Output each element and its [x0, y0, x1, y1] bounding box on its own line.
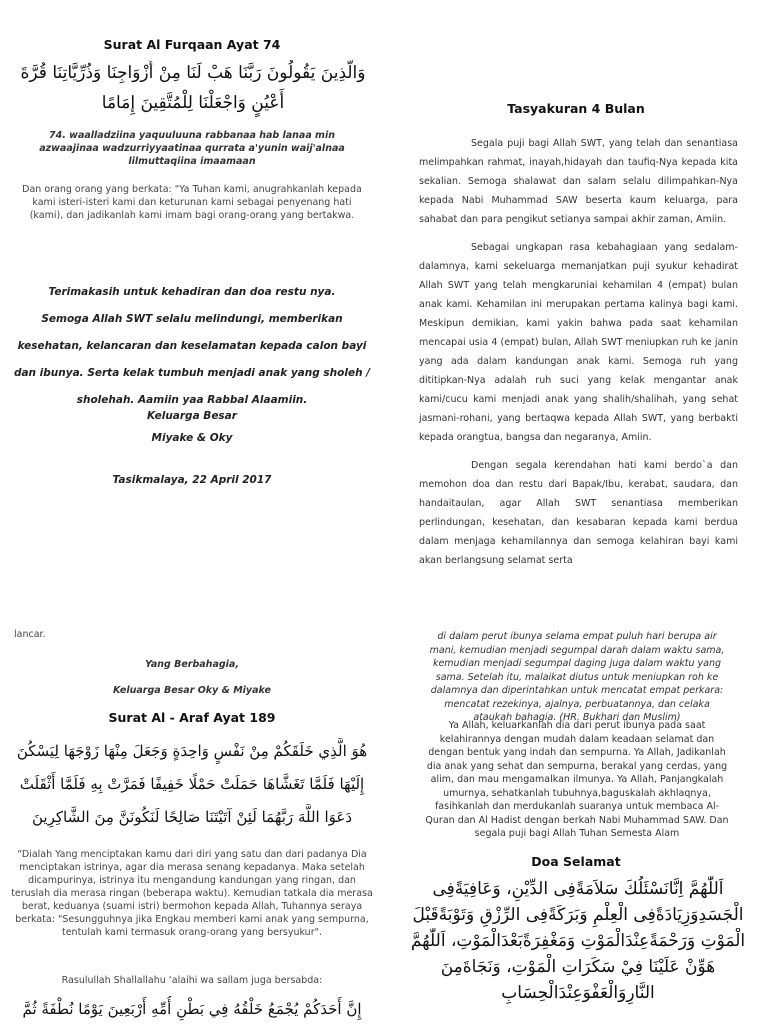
doa-arabic-line: النَّارِوَالْعَفْوَعِنْدَالْحِسَابِ [501, 983, 655, 1003]
page-doa [384, 512, 768, 1024]
thanks-message [0, 279, 384, 414]
hadith-translation: di dalam perut ibunya selama empat puluh hari berupa air mani, kemudian menjadi segumpal darah dalam waktu sama, kemudian menjadi segumpal daging juga dalam waktu yang sama. Setelah itu, malaikat diutus untuk meniupkan roh ke dalamnya dan diperintahkan untuk mencatat empat perkara: mencatat rezekinya, ajalnya, perbuatannya, dan celaka ataukah bahagia. (HR. Bukhari dan Muslim) [429, 631, 725, 723]
doa-selamat-arabic [410, 876, 746, 1006]
continuation-text: lancar. [14, 629, 46, 640]
doa-arabic-line: هَوِّنْ عَلَيْنَا فِيْ سَكَرَاتِ الْمَوْتِ، وَنَجَاةَمِنَ [440, 957, 716, 977]
furqaan-transliteration: 74. waalladziina yaquuluuna rabbanaa hab lanaa min azwaajinaa wadzurriyyaatinaa qurrata a'yunin waij'alnaa lilmuttaqiina imaamaan [39, 130, 345, 167]
thanks-line: sholehah. Aamiin yaa Rabbal Alaamiin. [76, 394, 308, 406]
page-furqaan [0, 0, 384, 512]
hadith-arabic: إِنَّ أَحَدَكُمْ يُجْمَعُ خَلْقُهُ فِي بَطْنِ أُمِّهِ أَرْبَعِينَ يَوْمًا نُطْفَةً ثُمَّ [22, 1000, 362, 1018]
doa-selamat-title: Doa Selamat [531, 854, 621, 869]
doa-arabic-line: الْجَسَدِوَزِيَادَةًفِى الْعِلْمِ وَبَرَكَةًفِى الرِّزْقِ وَتَوْبَةًقَبْلَ [412, 905, 744, 925]
thanks-line: kesehatan, kelancaran dan keselamatan kepada calon bayi [17, 340, 367, 352]
araf-arabic-line-3: دَعَوَا اللَّهَ رَبَّهُمَا لَئِنْ آتَيْتَنَا صَالِحًا لَنَكُونَنَّ مِنَ الشَّاكِرِينَ [31, 808, 353, 826]
tasyakuran-paragraph-1: Segala puji bagi Allah SWT, yang telah dan senantiasa melimpahkan rahmat, inayah,hidayah dan taufiq-Nya kepada kita sekalian. Semoga shalawat dan salam selalu dilimpahkan-Nya kepada Nabi Muhammad SAW beserta kaum keluarga, para sahabat dan para pengikut setianya sampai akhir zaman, Amiin. [419, 138, 738, 225]
family-line-2: Miyake & Oky [151, 432, 233, 444]
page-araf [0, 512, 384, 1024]
araf-arabic-line-2: إِلَيْهَا فَلَمَّا تَغَشَّاهَا حَمَلَتْ حَمْلًا خَفِيفًا فَمَرَّتْ بِهِ فَلَمَّا أَثْقَلَتْ [19, 775, 365, 793]
page-tasyakuran [384, 0, 768, 566]
furqaan-arabic-line-1: وَالَّذِينَ يَقُولُونَ رَبَّنَا هَبْ لَنَا مِنْ أَزْوَاجِنَا وَذُرِّيَّاتِنَا قُرَّةَ [20, 63, 366, 83]
furqaan-translation: Dan orang orang yang berkata: "Ya Tuhan kami, anugrahkanlah kepada kami isteri-isteri kami dan keturunan kami sebagai penyenang hati (kami), dan jadikanlah kami imam bagi orang-orang yang bertakwa. [22, 184, 362, 221]
family-signature [0, 405, 384, 449]
thanks-line: Semoga Allah SWT selalu melindungi, memberikan [41, 313, 343, 325]
thanks-line: Terimakasih untuk kehadiran dan doa restu nya. [48, 286, 336, 298]
place-date: Tasikmalaya, 22 April 2017 [112, 474, 272, 486]
tasyakuran-paragraph-2: Sebagai ungkapan rasa kebahagiaan yang sedalam-dalamnya, kami sekeluarga memanjatkan puji syukur kehadirat Allah SWT yang telah mengkaruniai kehamilan 4 (empat) bulan anak kami. Kehamilan ini merupakan pertama kalinya bagi kami. Meskipun demikian, kami yakin bahwa pada saat kehamilan mencapai usia 4 (empat) bulan, Allah SWT meniupkan ruh ke janin yang ada dalam kandungan anak kami. Semoga ruh yang dititipkan-Nya adalah ruh suci yang kelak mengantar anak kami/cucu kami menjadi anak yang shalih/shalihah, yang sehat jasmani-rohani, yang bertaqwa kepada Allah SWT, yang berbakti kepada orangtua, bangsa dan negaranya, Amiin. [419, 242, 738, 443]
prayer-text: Ya Allah, keluarkanlah dia dari perut ibunya pada saat kelahirannya dengan mudah dalam keadaan selamat dan dengan bentuk yang indah dan sempurna. Ya Allah, Jadikanlah dia anak yang sehat dan sempurna, berakal yang cerdas, yang alim, dan mau mengamalkan ilmunya. Ya Allah, Panjangkalah umurnya, sehatkanlah tubuhnya,baguskalah akhlaqnya, fasihkanlah dan merdukanlah suaranya untuk membaca Al-Quran dan Al Hadist dengan berkah Nabi Muhammad SAW. Dan segala puji bagi Allah Tuhan Semesta Alam [425, 720, 729, 839]
surah-furqaan-title: Surat Al Furqaan Ayat 74 [103, 37, 281, 52]
family-name: Keluarga Besar Oky & Miyake [113, 685, 271, 696]
araf-arabic-line-1: هُوَ الَّذِي خَلَقَكُمْ مِنْ نَفْسٍ وَاحِدَةٍ وَجَعَلَ مِنْهَا زَوْجَهَا لِيَسْكُنَ [16, 742, 368, 760]
araf-translation: “Dialah Yang menciptakan kamu dari diri yang satu dan dari padanya Dia menciptakan istrinya, agar dia merasa senang kepadanya. Maka setelah dicampurinya, istrinya itu mengandung kandungan yang ringan, dan teruslah dia merasa ringan (beberapa waktu). Kemudian tatkala dia merasa berat, keduanya (suami istri) bermohon kepada Allah, Tuhannya seraya berkata: "Sesungguhnya jika Engkau memberi kami anak yang sempurna, tentulah kami termasuk orang-orang yang bersyukur". [11, 849, 373, 938]
surah-araf-title: Surat Al - Araf Ayat 189 [108, 710, 276, 725]
doa-arabic-line: اَللّٰهُمَّ اِنَّانَسْئَلُكَ سَلاَمَةًفِى الدِّيْنِ، وَعَافِيَةًفِى [432, 879, 724, 899]
tasyakuran-title: Tasyakuran 4 Bulan [507, 101, 645, 116]
hadith-intro: Rasulullah Shallallahu ‘alaihi wa sallam juga bersabda: [61, 975, 323, 986]
tasyakuran-paragraph-3: Dengan segala kerendahan hati kami berdo`a dan memohon doa dan restu dari Bapak/Ibu, kerabat, saudara, dan handaitaulan, agar Allah SWT senantiasa memberikan perlindungan, kesehatan, dan kesabaran kepada kami berdua dalam menjaga kehamilannya dan semoga kelahiran bayi kami akan berlangsung selamat serta [419, 460, 738, 566]
doa-arabic-line: الْمَوْتِ وَرَحْمَةًعِنْدَالْمَوْتِ وَمَغْفِرَةًبَعْدَالْمَوْتِ، اَللّٰهُمَّ [410, 931, 746, 951]
greeting: Yang Berbahagia, [145, 659, 239, 670]
furqaan-arabic-line-2: أَعْيُنٍ وَاجْعَلْنَا لِلْمُتَّقِينَ إِمَامًا [101, 93, 285, 113]
thanks-line: dan ibunya. Serta kelak tumbuh menjadi anak yang sholeh / [13, 367, 371, 379]
family-line-1: Keluarga Besar [147, 410, 237, 422]
